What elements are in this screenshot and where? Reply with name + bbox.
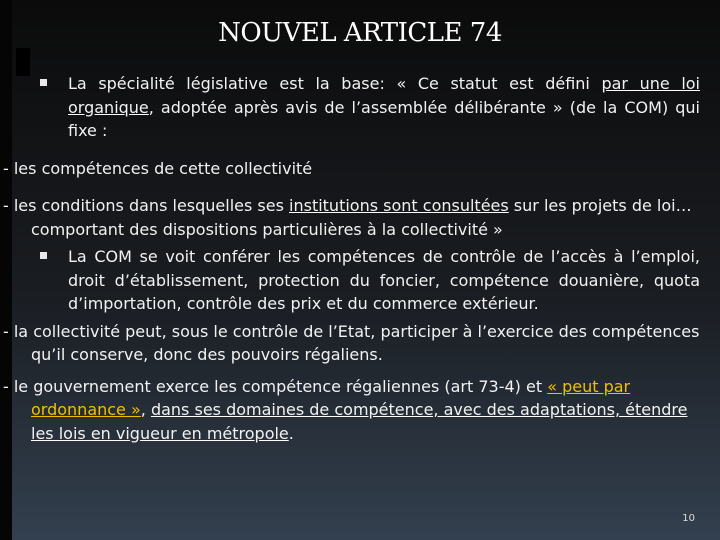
- bullet1-text-a: La spécialité législative est la base: « Ce statut est défini: [68, 74, 602, 93]
- bullet1-text-b: , adoptée après avis de l’assemblée délibérante » (de la COM) qui fixe :: [68, 97, 700, 140]
- bullet1-underlined: par une loi organique: [68, 74, 700, 117]
- bullet-com: [40, 245, 700, 316]
- page-number: 10: [682, 513, 695, 524]
- slide-title: NOUVEL ARTICLE 74: [218, 18, 502, 48]
- dash-competences: - les compétences de cette collectivité: [3, 158, 313, 178]
- dash-collectivite: [3, 320, 700, 367]
- dash4-underlined: dans ses domaines de compétence, avec des adaptations, étendre les lois en vigueur en métropole: [31, 400, 688, 443]
- left-edge-bar: [0, 0, 12, 540]
- dash-gouvernement: [3, 375, 700, 446]
- dash4-text-b: ,: [140, 400, 151, 419]
- bullet-square-icon: [40, 79, 47, 86]
- bullet-specialite: [40, 72, 700, 143]
- dash3-text: - la collectivité peut, sous le contrôle de l’Etat, participer à l’exercice des compétences qu’il conserve, donc des pouvoirs régaliens.: [3, 321, 700, 364]
- dash-conditions: [3, 194, 700, 241]
- dash4-highlight: « peut par ordonnance »: [31, 376, 631, 419]
- dash2-text-b: sur les projets de loi… comportant des dispositions particulières à la collectivité »: [31, 196, 692, 239]
- dash4-text-c: .: [288, 423, 294, 443]
- bullet2-text: La COM se voit conférer les compétences de contrôle de l’accès à l’emploi, droit d’établissement, protection du foncier, compétence douanière, quota d’importation, contrôle des prix et du commerce extérieur.: [68, 247, 700, 313]
- dash2-text-a: - les conditions dans lesquelles ses: [3, 196, 290, 215]
- slide-body: [3, 72, 700, 445]
- bullet-square-icon: [40, 252, 47, 259]
- left-decorative-block: [16, 48, 30, 76]
- dash2-underlined: institutions sont consultées: [289, 196, 509, 215]
- dash4-text-a: - le gouvernement exerce les compétence régaliennes (art 73-4) et: [3, 376, 548, 396]
